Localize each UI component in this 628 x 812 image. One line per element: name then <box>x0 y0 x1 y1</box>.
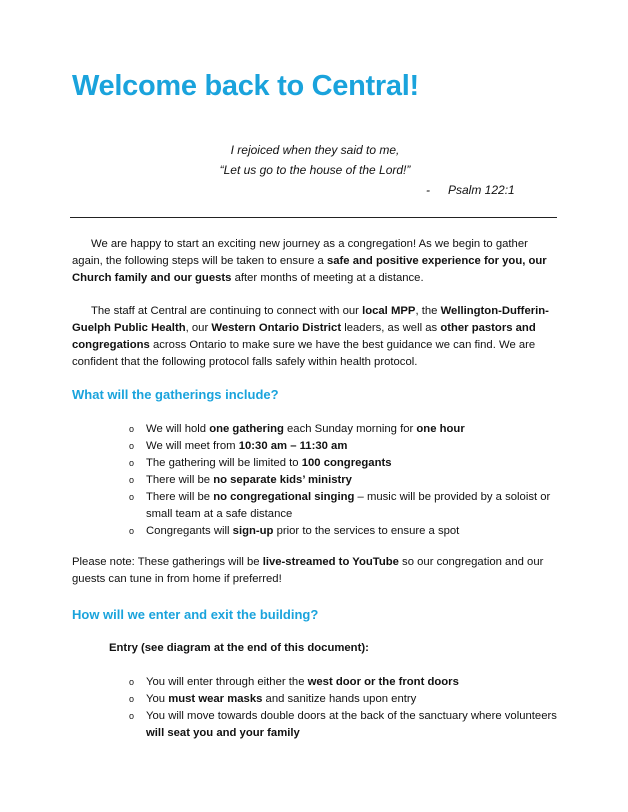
page-title: Welcome back to Central! <box>72 70 419 102</box>
bullet-icon: o <box>129 441 135 451</box>
list-item: o Congregants will sign-up prior to the services to ensure a spot <box>146 523 566 540</box>
bullet-icon: o <box>129 492 135 502</box>
list-item: o You will enter through either the west door or the front doors <box>146 674 566 691</box>
citation-dash: - <box>426 183 430 197</box>
bullet-icon: o <box>129 475 135 485</box>
entry-subheading: Entry (see diagram at the end of this document): <box>109 642 369 654</box>
horizontal-divider <box>70 217 557 218</box>
scripture-verse <box>160 140 470 180</box>
entry-list <box>129 674 566 742</box>
citation-text: Psalm 122:1 <box>448 183 515 197</box>
intro-paragraph-2: The staff at Central are continuing to connect with our local MPP, the Wellington-Dufferin-Guelph Public Health, our Western Ontario District leaders, as well as other pastors and congregations across Ontario to make sure we have the best guidance we can find. We are confident that the following protocol falls safely within health protocol. <box>72 305 549 368</box>
verse-line-2: “Let us go to the house of the Lord!” <box>219 163 411 177</box>
gatherings-list <box>129 421 566 540</box>
list-item: o We will meet from 10:30 am – 11:30 am <box>146 438 566 455</box>
bullet-icon: o <box>129 711 135 721</box>
list-item: o You will move towards double doors at the back of the sanctuary where volunteers will seat you and your family <box>129 710 557 739</box>
intro-paragraph-1: We are happy to start an exciting new journey as a congregation! As we begin to gather again, the following steps will be taken to ensure a safe and positive experience for you, our Church family and our guests after months of meeting at a distance. <box>72 238 547 284</box>
bullet-icon: o <box>129 677 135 687</box>
section-heading-building: How will we enter and exit the building? <box>72 607 319 622</box>
list-item: o There will be no separate kids’ ministry <box>146 472 566 489</box>
bullet-icon: o <box>129 694 135 704</box>
bullet-icon: o <box>129 424 135 434</box>
list-item: o The gathering will be limited to 100 congregants <box>146 455 566 472</box>
livestream-note: Please note: These gatherings will be live-streamed to YouTube so our congregation and our guests can tune in from home if preferred! <box>72 556 544 585</box>
verse-citation <box>426 182 515 198</box>
list-item: o We will hold one gathering each Sunday morning for one hour <box>146 421 566 438</box>
list-item: o There will be no congregational singing – music will be provided by a soloist or small team at a safe distance <box>129 491 551 520</box>
bullet-icon: o <box>129 458 135 468</box>
bullet-icon: o <box>129 526 135 536</box>
list-item: o You must wear masks and sanitize hands upon entry <box>146 691 566 708</box>
section-heading-gatherings: What will the gatherings include? <box>72 387 279 402</box>
verse-line-1: I rejoiced when they said to me, <box>230 143 400 157</box>
